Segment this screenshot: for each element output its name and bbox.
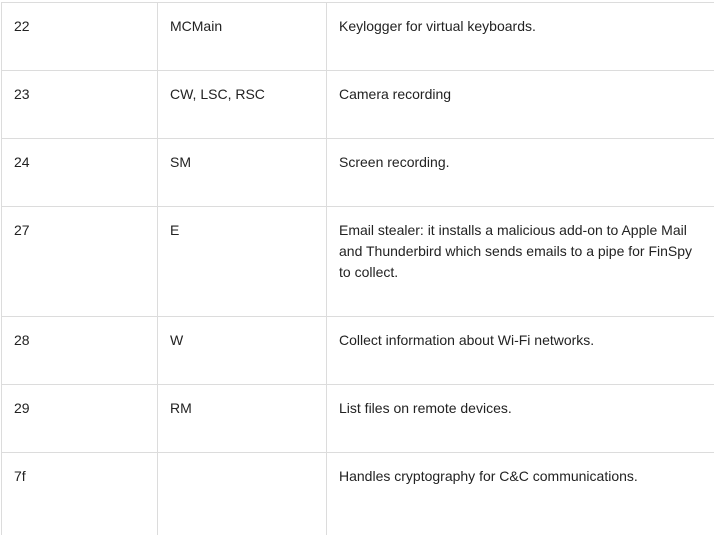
table-row [2, 317, 714, 385]
module-id-cell: 23 [2, 71, 158, 139]
module-name-cell: SM [158, 139, 327, 207]
module-description-cell: Email stealer: it installs a malicious add-on to Apple Mail and Thunderbird which sends emails to a pipe for FinSpy to collect. [327, 207, 714, 317]
module-description-cell: Collect information about Wi-Fi networks. [327, 317, 714, 385]
module-id-cell: 29 [2, 385, 158, 453]
table-row [2, 207, 714, 317]
module-name-cell: E [158, 207, 327, 317]
module-name-cell: RM [158, 385, 327, 453]
module-description-cell: Handles cryptography for C&C communications. [327, 453, 714, 535]
module-id-cell: 7f [2, 453, 158, 535]
module-id-cell: 22 [2, 3, 158, 71]
table-row [2, 71, 714, 139]
module-description-cell: Camera recording [327, 71, 714, 139]
module-name-cell: CW, LSC, RSC [158, 71, 327, 139]
module-id-cell: 27 [2, 207, 158, 317]
module-id-cell: 28 [2, 317, 158, 385]
module-name-cell [158, 453, 327, 535]
table-row [2, 139, 714, 207]
modules-table [1, 2, 714, 535]
module-name-cell: MCMain [158, 3, 327, 71]
table-row [2, 3, 714, 71]
table-row [2, 385, 714, 453]
module-name-cell: W [158, 317, 327, 385]
module-description-cell: List files on remote devices. [327, 385, 714, 453]
module-description-cell: Keylogger for virtual keyboards. [327, 3, 714, 71]
table-row [2, 453, 714, 535]
module-id-cell: 24 [2, 139, 158, 207]
module-description-cell: Screen recording. [327, 139, 714, 207]
